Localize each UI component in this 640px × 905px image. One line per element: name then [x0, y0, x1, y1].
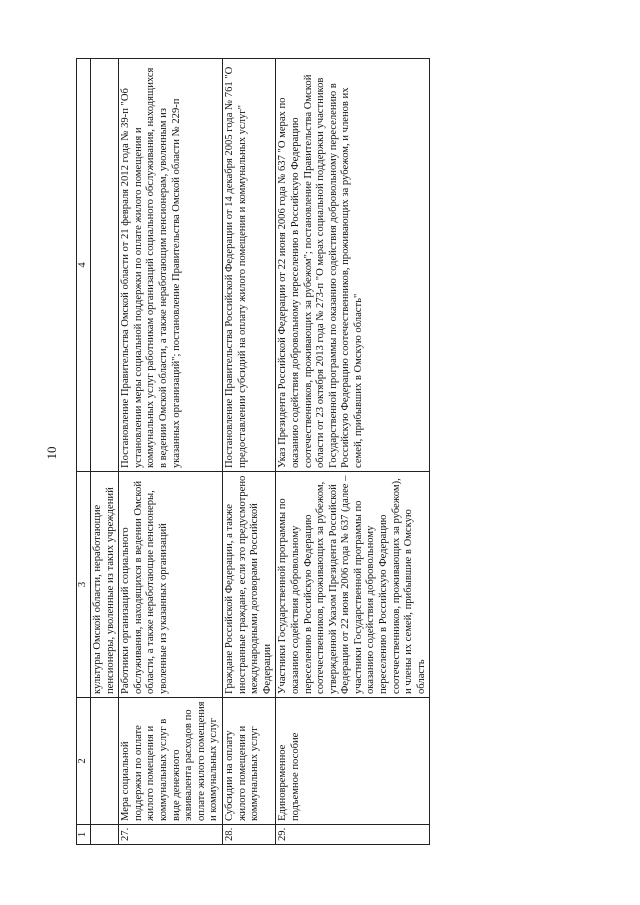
row-number-cell: 28.: [222, 825, 275, 845]
header-cell-4: 4: [77, 59, 91, 472]
header-cell-3: 3: [77, 472, 91, 698]
legal-basis-cell: [91, 59, 119, 472]
header-cell-2: 2: [77, 698, 91, 825]
legal-basis-cell: Постановление Правительства Омской области от 21 февраля 2012 года № 39-п "Об установлении меры социальной поддержки по оплате жилого помещения и коммунальных услуг работникам организаций социального обслуживания, находящихся в ведении Омской области, а также неработающим пенсионерам, уволенным из указанных организаций"; постановление Правительства Омской области № 229-п: [119, 59, 223, 472]
table-row: [276, 59, 430, 845]
recipients-cell: Участники Государственной программы по оказанию содействия добровольному переселению в Российскую Федерацию соотечественников, проживающих за рубежом, утвержденной Указом Президента Российской Федерации от 22 июня 2006 года № 637 (далее – участники Государственной программы по оказанию содействия добровольному переселению в Российскую Федерацию соотечественников, проживающих за рубежом), и члены их семей, прибывшие в Омскую область: [276, 472, 430, 698]
benefits-table: [76, 58, 430, 845]
row-number-cell: 27.: [119, 825, 223, 845]
row-number-cell: [91, 825, 119, 845]
legal-basis-cell: Постановление Правительства Российской Федерации от 14 декабря 2005 года № 761 "О предоставлении субсидий на оплату жилого помещения и коммунальных услуг": [222, 59, 275, 472]
legal-basis-cell: Указ Президента Российской Федерации от 22 июня 2006 года № 637 "О мерах по оказанию содействия добровольному переселению в Российскую Федерацию соотечественников, проживающих за рубежом"; постановление Правительства Омской области от 23 октября 2013 года № 273-п "О мерах социальной поддержки участников Государственной программы по оказанию содействия добровольному переселению в Российскую Федерацию соотечественников, проживающих за рубежом, и членов их семей, прибывших в Омскую область": [276, 59, 430, 472]
table-header-row: [77, 59, 91, 845]
rotated-table-container: [76, 59, 618, 845]
table-row: [222, 59, 275, 845]
measure-cell: [91, 698, 119, 825]
row-number-cell: 29.: [276, 825, 430, 845]
page-number: 10: [44, 446, 59, 460]
table-row: [119, 59, 223, 845]
recipients-cell: Граждане Российской Федерации, а также иностранные граждане, если это предусмотрено международными договорами Российской Федерации: [222, 472, 275, 698]
measure-cell: Единовременное подъемное пособие: [276, 698, 430, 825]
recipients-cell: Работники организаций социального обслуживания, находящихся в ведении Омской области, а также неработающие пенсионеры, уволенные из указанных организаций: [119, 472, 223, 698]
measure-cell: Субсидии на оплату жилого помещения и коммунальных услуг: [222, 698, 275, 825]
measure-cell: Мера социальной поддержки по оплате жилого помещения и коммунальных услуг в виде денежного эквивалента расходов по оплате жилого помещения и коммунальных услуг: [119, 698, 223, 825]
recipients-cell: культуры Омской области, неработающие пенсионеры, уволенные из таких учреждений: [91, 472, 119, 698]
table-row: [91, 59, 119, 845]
header-cell-1: 1: [77, 825, 91, 845]
